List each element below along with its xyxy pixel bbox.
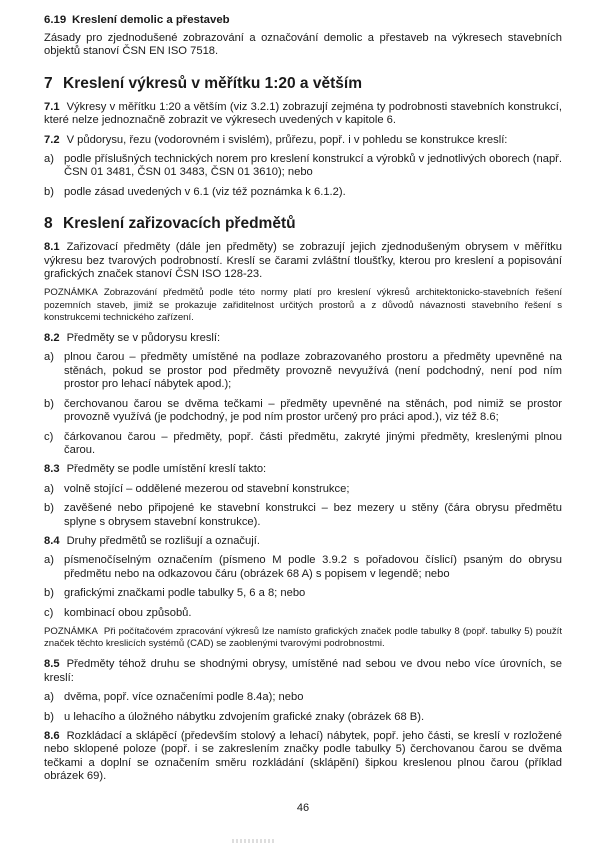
list-item — [44, 351, 562, 391]
list-item — [44, 186, 562, 199]
list-text: kombinací obou způsobů. — [64, 606, 192, 619]
section-6-19-text: Zásady pro zjednodušené zobrazování a označování demolic a přestaveb na výkresech stavebních objektů stanoví ČSN EN ISO 7518. — [44, 32, 562, 58]
section-title: Kreslení demolic a přestaveb — [72, 14, 230, 26]
list-label: a) — [44, 351, 54, 364]
list-text: čárkovanou čarou – předměty, popř. části předmětu, zakryté jinými předměty, kreslenými plnou čarou. — [64, 430, 562, 456]
list-item — [44, 711, 562, 724]
note-label: POZNÁMKA — [44, 625, 98, 637]
chapter-7-heading — [44, 75, 562, 93]
paragraph-text: Předměty se v půdorysu kreslí: — [66, 332, 221, 345]
chapter-number: 8 — [44, 215, 53, 233]
list-item — [44, 431, 562, 458]
list-text: grafickými značkami podle tabulky 5, 6 a 8; nebo — [64, 587, 306, 600]
paragraph-text: Rozkládací a sklápěcí (především stolový a lehací) nábytek, popř. jeho části, se kreslí v rozložené nebo sklopené poloze (popř. i se zakreslením značky podle tabulky 5) čerchovanou čarou se dvěma tečkami a doplní se označením směru rozkládání (sklápění) šipkou kreslenou plnou čarou (příklad obrázek 69). — [44, 730, 562, 783]
paragraph-8-5 — [44, 658, 562, 685]
note-text: Při počítačovém zpracování výkresů lze namísto grafických značek podle tabulky 8 (popř. tabulky 5) použít značek těchto kreslicích systémů (CAD) se zaoblenými tvarovými podrobnostmi. — [44, 625, 562, 650]
paragraph-8-2 — [44, 332, 562, 345]
list-item — [44, 483, 562, 496]
paragraph-text: Výkresy v měřítku 1:20 a větším (viz 3.2.1) zobrazují zejména ty podrobnosti stavebních konstrukcí, které nelze jednoznačně zobrazit ve výkresech uvedených v kapitole 6. — [44, 100, 562, 127]
note-2 — [44, 626, 562, 650]
list-label: c) — [44, 430, 54, 443]
list-label: b) — [44, 502, 54, 515]
paragraph-8-3 — [44, 463, 562, 476]
list-label: a) — [44, 691, 54, 704]
list-text: podle příslušných technických norem pro kreslení konstrukcí a výrobků v jednotlivých oborech (např. ČSN 01 3481, ČSN 01 3483, ČSN 01 3610); nebo — [64, 153, 562, 179]
list-text: podle zásad uvedených v 6.1 (viz též poznámka k 6.1.2). — [64, 185, 346, 198]
paragraph-number: 7.1 — [44, 100, 60, 113]
list-label: b) — [44, 710, 54, 723]
paragraph-text: Předměty téhož druhu se shodnými obrysy, umístěné nad sebou ve dvou nebo více úrovních, se kreslí: — [44, 658, 562, 684]
chapter-title: Kreslení výkresů v měřítku 1:20 a větším — [63, 74, 362, 92]
list-item — [44, 502, 562, 529]
paragraph-text: Zařizovací předměty (dále jen předměty) se zobrazují jejich zjednodušeným obrysem v měřítku výkresu bez tvarových podrobností. Kreslí se čarami zvláštní tloušťky, kterou pro kreslení a popisování grafických značek stanoví ČSN ISO 128-23. — [44, 241, 562, 281]
list-label: a) — [44, 554, 54, 567]
list-text: čerchovanou čarou se dvěma tečkami – předměty upevněné na stěnách, pod nimiž se prostor provozně využívá (je podchodný, je pod ním prostor určený pro práci apod.), viz též 8.6; — [64, 397, 562, 424]
paragraph-7-2 — [44, 134, 562, 147]
note-1 — [44, 287, 562, 324]
paragraph-7-1 — [44, 101, 562, 128]
paragraph-number: 8.5 — [44, 658, 60, 671]
note-text: Zobrazování předmětů podle této normy platí pro kreslení výkresů architektonicko-stavebních řešení pozemních staveb, jimiž se prokazuje zařiditelnost určitých prostorů a z důvodů návaznosti stavebního řešení s konstrukcemi technického zařízení. — [44, 287, 562, 323]
list-item — [44, 153, 562, 180]
paragraph-number: 8.1 — [44, 241, 60, 254]
paragraph-number: 8.4 — [44, 534, 60, 547]
list-label: c) — [44, 606, 54, 619]
paragraph-text: Druhy předmětů se rozlišují a označují. — [66, 534, 260, 547]
chapter-number: 7 — [44, 74, 53, 92]
page-number: 46 — [296, 801, 310, 814]
list-label: b) — [44, 587, 54, 600]
list-item — [44, 607, 562, 620]
list-text: u lehacího a úložného nábytku zdvojením grafické znaky (obrázek 68 B). — [64, 710, 425, 723]
list-text: volně stojící – oddělené mezerou od stavební konstrukce; — [64, 482, 350, 495]
paragraph-8-4 — [44, 535, 562, 548]
list-label: b) — [44, 397, 54, 410]
scan-artifact — [232, 839, 276, 843]
list-label: a) — [44, 153, 54, 166]
list-text: dvěma, popř. více označeními podle 8.4a); nebo — [64, 691, 304, 704]
list-text: zavěšené nebo připojené ke stavební konstrukci – bez mezery u stěny (čára obrysu předmětu splyne s obrysem stavební konstrukce). — [64, 502, 562, 528]
paragraph-number: 8.3 — [44, 463, 60, 476]
list-item — [44, 587, 562, 600]
list-item — [44, 398, 562, 425]
list-item — [44, 554, 562, 581]
list-label: a) — [44, 482, 54, 495]
list-label: b) — [44, 185, 54, 198]
list-item — [44, 691, 562, 704]
chapter-8-heading — [44, 215, 562, 233]
paragraph-8-1 — [44, 241, 562, 281]
list-text: písmenočíselným označením (písmeno M podle 3.9.2 s pořadovou číslicí) psaným do obrysu předmětu nebo na odkazovou čáru (obrázek 68 A) s popisem v legendě; nebo — [64, 554, 562, 580]
note-label: POZNÁMKA — [44, 287, 98, 299]
paragraph-number: 8.2 — [44, 332, 60, 345]
paragraph-text: Předměty se podle umístění kreslí takto: — [66, 463, 267, 476]
paragraph-number: 8.6 — [44, 730, 60, 743]
paragraph-text: V půdorysu, řezu (vodorovném i svislém), průřezu, popř. i v pohledu se konstrukce kreslí: — [66, 133, 508, 146]
chapter-title: Kreslení zařizovacích předmětů — [63, 215, 296, 233]
section-6-19-heading — [44, 13, 562, 27]
paragraph-number: 7.2 — [44, 133, 60, 146]
list-text: plnou čarou – předměty umístěné na podlaze zobrazovaného prostoru a předměty upevněné na stěnách, pokud se prostor pod předměty provozně nevyužívá (není podchodný, není pod ním prostor pro lehací nábytek apod.); — [64, 351, 562, 391]
section-number: 6.19 — [44, 14, 67, 26]
paragraph-8-6 — [44, 730, 562, 784]
